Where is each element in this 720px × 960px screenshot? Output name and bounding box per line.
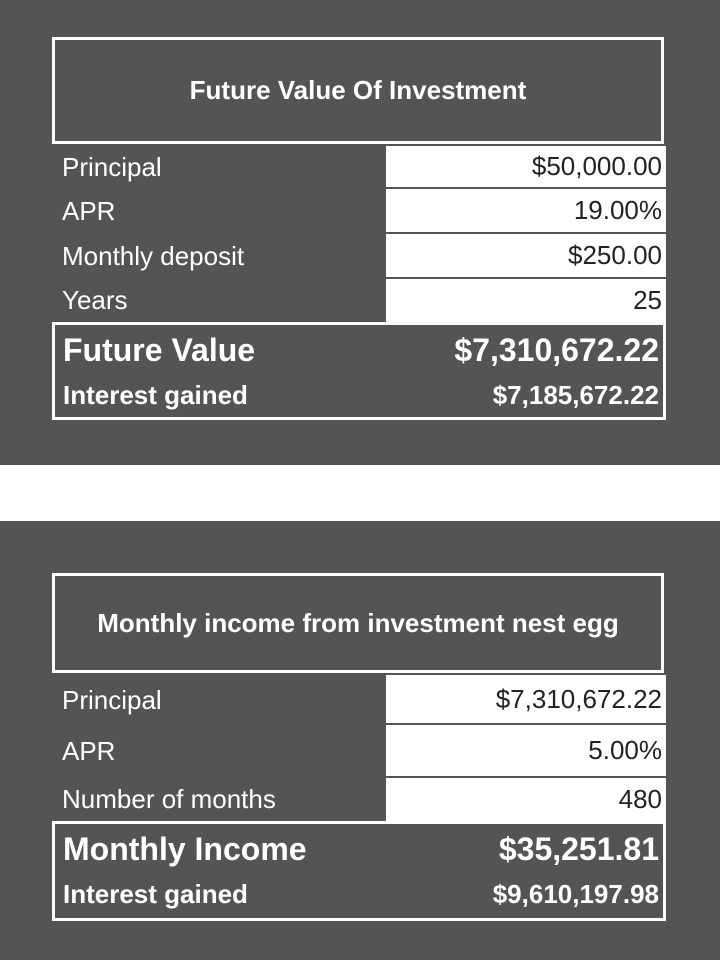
apr-label: APR — [52, 189, 386, 234]
apr-value: 19.00% — [386, 189, 666, 234]
future-value-result-box — [52, 322, 666, 420]
monthly-income-label: Monthly Income — [63, 830, 307, 867]
monthly-deposit-label: Monthly deposit — [52, 234, 386, 279]
years-label: Years — [52, 279, 386, 322]
interest-gained-amount: $7,185,672.22 — [492, 379, 659, 410]
future-value-amount: $7,310,672.22 — [454, 331, 659, 368]
number-of-months-label: Number of months — [52, 778, 386, 821]
monthly-deposit-value: $250.00 — [386, 234, 666, 279]
income-principal-row — [52, 675, 666, 725]
monthly-income-result-box — [52, 821, 666, 921]
income-interest-gained-line — [55, 874, 663, 914]
monthly-income-amount: $35,251.81 — [498, 830, 659, 867]
future-value-line — [55, 325, 663, 375]
monthly-deposit-row — [52, 234, 666, 279]
income-apr-value: 5.00% — [386, 725, 666, 778]
monthly-income-panel — [0, 521, 720, 960]
principal-row — [52, 146, 666, 189]
years-value: 25 — [386, 279, 666, 322]
income-principal-value: $7,310,672.22 — [386, 675, 666, 725]
number-of-months-value: 480 — [386, 778, 666, 821]
principal-label: Principal — [52, 146, 386, 189]
future-value-label: Future Value — [63, 331, 256, 368]
income-principal-label: Principal — [52, 675, 386, 725]
monthly-income-line — [55, 824, 663, 874]
interest-gained-label: Interest gained — [63, 379, 248, 410]
years-row — [52, 279, 666, 322]
apr-row — [52, 189, 666, 234]
future-value-panel — [0, 0, 720, 465]
income-interest-gained-label: Interest gained — [63, 878, 248, 909]
number-of-months-row — [52, 778, 666, 821]
income-apr-row — [52, 725, 666, 778]
monthly-income-title-box — [52, 573, 664, 673]
future-value-title-box — [52, 37, 664, 144]
monthly-income-title: Monthly income from investment nest egg — [97, 607, 619, 638]
income-apr-label: APR — [52, 725, 386, 778]
future-value-title: Future Value Of Investment — [189, 75, 527, 105]
interest-gained-line — [55, 375, 663, 415]
income-interest-gained-amount: $9,610,197.98 — [492, 878, 659, 909]
principal-value: $50,000.00 — [386, 146, 666, 189]
